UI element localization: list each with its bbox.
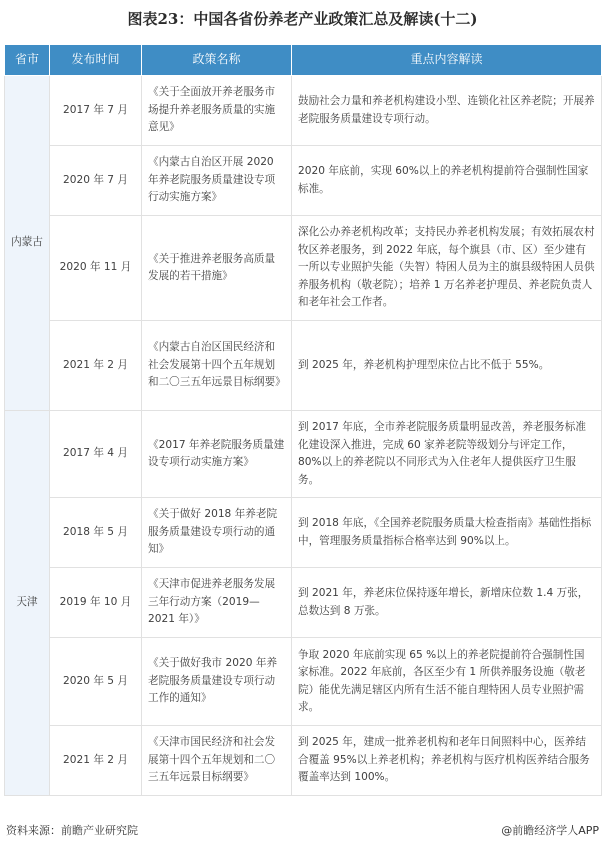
date-cell: 2017 年 7 月 (50, 76, 142, 146)
table-row (5, 638, 602, 726)
table-row (5, 726, 602, 796)
policy-name-cell: 《2017 年养老院服务质量建设专项行动实施方案》 (142, 411, 292, 498)
policy-name-cell: 《关于推进养老服务高质量发展的若干措施》 (142, 216, 292, 321)
key-content-cell: 到 2017 年底，全市养老院服务质量明显改善，养老服务标准化建设深入推进，完成 60 家养老院等级划分与评定工作，80%以上的养老院以不同形式为入住老年人提供医疗卫生服务。 (292, 411, 602, 498)
policy-name-cell: 《天津市国民经济和社会发展第十四个五年规划和二〇三五年远景目标纲要》 (142, 726, 292, 796)
header-key-content: 重点内容解读 (292, 45, 602, 76)
policy-name-cell: 《关于做好我市 2020 年养老院服务质量建设专项行动工作的通知》 (142, 638, 292, 726)
table-header-row (5, 45, 602, 76)
province-cell: 天津 (5, 411, 50, 796)
policy-name-cell: 《内蒙古自治区开展 2020 年养老院服务质量建设专项行动实施方案》 (142, 146, 292, 216)
header-date: 发布时间 (50, 45, 142, 76)
page-title: 图表23：中国各省份养老产业政策汇总及解读(十二) (127, 10, 478, 28)
policy-name-cell: 《关于全面放开养老服务市场提升养老服务质量的实施意见》 (142, 76, 292, 146)
table-row (5, 76, 602, 146)
key-content-cell: 到 2025 年，建成一批养老机构和老年日间照料中心，医养结合覆盖 95%以上养老机构；养老机构与医疗机构医养结合服务覆盖率达到 100%。 (292, 726, 602, 796)
policy-name-cell: 《关于做好 2018 年养老院服务质量建设专项行动的通知》 (142, 498, 292, 568)
key-content-cell: 鼓励社会力量和养老机构建设小型、连锁化社区养老院；开展养老院服务质量建设专项行动。 (292, 76, 602, 146)
key-content-cell: 到 2025 年，养老机构护理型床位占比不低于 55%。 (292, 321, 602, 411)
date-cell: 2019 年 10 月 (50, 568, 142, 638)
policy-name-cell: 《天津市促进养老服务发展三年行动方案（2019—2021 年）》 (142, 568, 292, 638)
key-content-cell: 到 2018 年底，《全国养老院服务质量大检查指南》基础性指标中，管理服务质量指标合格率达到 90%以上。 (292, 498, 602, 568)
table-row (5, 411, 602, 498)
policy-name-cell: 《内蒙古自治区国民经济和社会发展第十四个五年规划和二〇三五年远景目标纲要》 (142, 321, 292, 411)
key-content-cell: 2020 年底前，实现 60%以上的养老机构提前符合强制性国家标准。 (292, 146, 602, 216)
header-province: 省市 (5, 45, 50, 76)
key-content-cell: 到 2021 年，养老床位保持逐年增长，新增床位数 1.4 万张，总数达到 8 万张。 (292, 568, 602, 638)
table-row (5, 146, 602, 216)
table-row (5, 568, 602, 638)
policy-table (4, 44, 602, 796)
table-row (5, 216, 602, 321)
date-cell: 2020 年 5 月 (50, 638, 142, 726)
table-row (5, 498, 602, 568)
date-cell: 2021 年 2 月 (50, 726, 142, 796)
date-cell: 2021 年 2 月 (50, 321, 142, 411)
key-content-cell: 争取 2020 年底前实现 65 %以上的养老院提前符合强制性国家标准。2022 年底前，各区至少有 1 所供养服务设施（敬老院）能优先满足辖区内所有生活不能自理特困人员专业照护需求。 (292, 638, 602, 726)
brand-credit: @前瞻经济学人APP (501, 824, 599, 837)
table-row (5, 321, 602, 411)
province-cell: 内蒙古 (5, 76, 50, 411)
date-cell: 2020 年 11 月 (50, 216, 142, 321)
date-cell: 2018 年 5 月 (50, 498, 142, 568)
source-note: 资料来源：前瞻产业研究院 (6, 824, 138, 837)
date-cell: 2017 年 4 月 (50, 411, 142, 498)
date-cell: 2020 年 7 月 (50, 146, 142, 216)
header-policy-name: 政策名称 (142, 45, 292, 76)
key-content-cell: 深化公办养老机构改革；支持民办养老机构发展；有效拓展农村牧区养老服务，到 2022 年底，每个旗县（市、区）至少建有一所以专业照护失能（失智）特困人员为主的旗县级特困人员供养服务机构（敬老院）；培养 1 万名养老护理员、养老院负责人和老年社会工作者。 (292, 216, 602, 321)
